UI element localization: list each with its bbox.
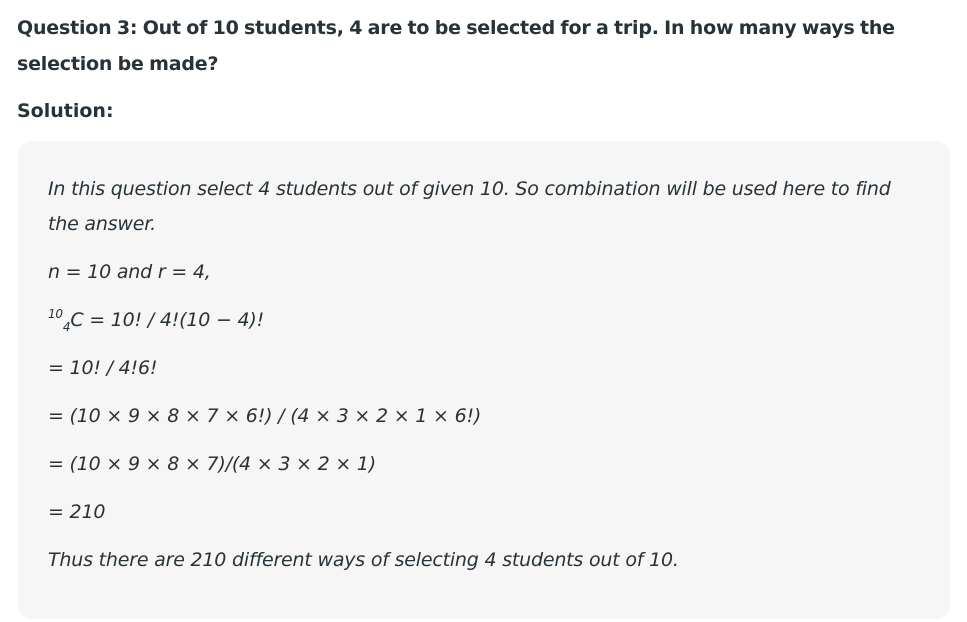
step-4: = 210 — [48, 501, 106, 523]
formula-subscript: 4 — [62, 320, 71, 334]
solution-conclusion: Thus there are 210 different ways of selecting 4 students out of 10. — [48, 549, 679, 571]
question-text: Question 3: Out of 10 students, 4 are to be selected for a trip. In how many ways the selection be made? — [17, 17, 895, 75]
step-2: = (10 × 9 × 8 × 7 × 6!) / (4 × 3 × 2 × 1 × 6!) — [48, 405, 482, 427]
step-3: = (10 × 9 × 8 × 7)/(4 × 3 × 2 × 1) — [48, 453, 377, 475]
solution-intro: In this question select 4 students out of given 10. So combination will be used here to find the answer. — [48, 178, 891, 235]
combination-formula — [48, 303, 264, 340]
formula-superscript: 10 — [48, 307, 63, 321]
solution-label: Solution: — [17, 100, 114, 122]
given-values: n = 10 and r = 4, — [48, 261, 211, 283]
formula-body: C = 10! / 4!(10 − 4)! — [70, 309, 265, 331]
step-1: = 10! / 4!6! — [48, 357, 158, 379]
